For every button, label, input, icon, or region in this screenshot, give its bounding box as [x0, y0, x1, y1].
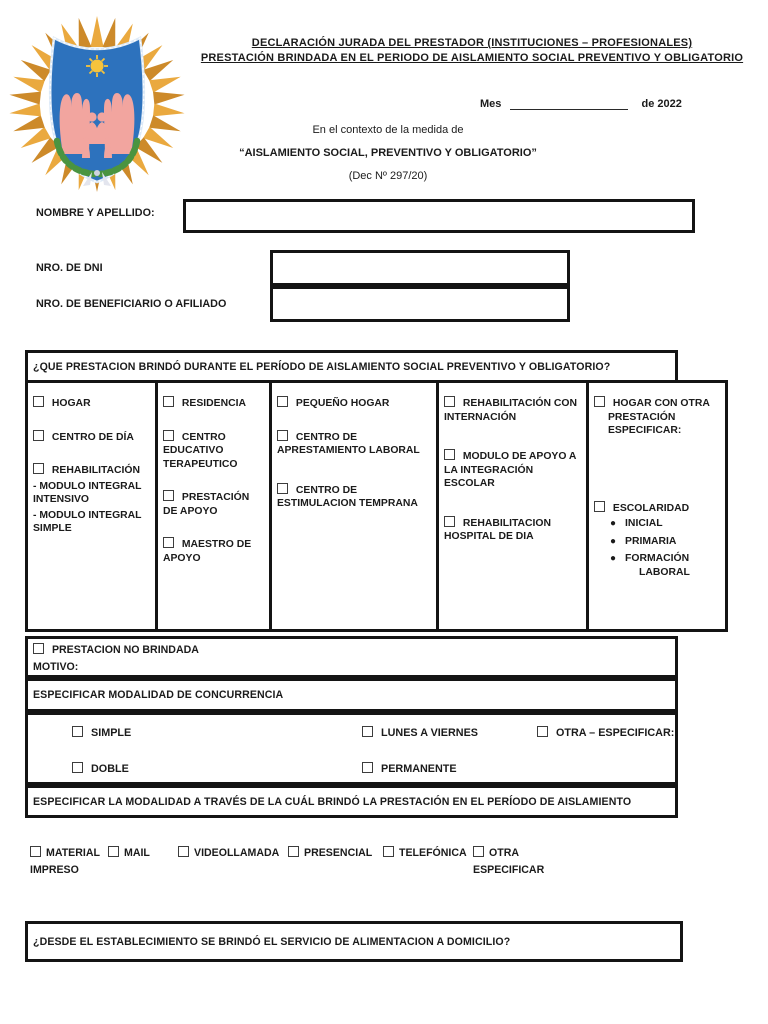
concurrencia-header-box — [25, 678, 678, 712]
coat-of-arms-logo — [6, 4, 188, 202]
checkbox-label: PEQUEÑO HOGAR — [295, 398, 390, 409]
bullet-item — [610, 517, 720, 531]
checkbox-label: CENTRO DE DÍA — [51, 431, 134, 443]
modalidad-header-box — [25, 785, 678, 818]
context-line1: En el contexto de la medida de — [312, 124, 464, 136]
name-input-box[interactable] — [183, 199, 695, 233]
checkbox-item[interactable] — [33, 429, 150, 445]
month-input[interactable] — [510, 97, 628, 110]
beneficiary-label: NRO. DE BENEFICIARIO O AFILIADO — [36, 298, 227, 310]
escolaridad-checkbox[interactable] — [594, 501, 605, 512]
checkbox-item[interactable] — [288, 845, 372, 862]
checkbox-label: SIMPLE — [91, 727, 132, 739]
checkbox-label: PRESENCIAL — [304, 847, 373, 859]
year-label: de 2022 — [641, 98, 682, 110]
checkbox-item[interactable] — [537, 725, 674, 739]
checkbox-item[interactable] — [163, 536, 264, 565]
alimentacion-question: ¿DESDE EL ESTABLECIMIENTO SE BRINDÓ EL SERVICIO DE ALIMENTACION A DOMICILIO? — [33, 935, 511, 948]
dni-label: NRO. DE DNI — [36, 262, 103, 274]
checkbox-label: MAESTRO DE APOYO — [163, 539, 252, 564]
checkbox-label: REHABILITACION HOSPITAL DE DIA — [444, 517, 552, 542]
otra-especificar-checkbox[interactable] — [537, 726, 548, 737]
checkbox-item[interactable] — [473, 845, 563, 879]
telefonica-checkbox[interactable] — [383, 846, 394, 857]
prestacion-column-residencia — [155, 380, 272, 632]
mail-checkbox[interactable] — [108, 846, 119, 857]
checkbox-item[interactable] — [444, 515, 581, 544]
context-line3: (Dec Nº 297/20) — [348, 170, 428, 182]
modulo-apoyo-integracion-checkbox[interactable] — [444, 449, 455, 460]
checkbox-label: REHABILITACIÓN — [51, 465, 141, 476]
month-label: Mes — [480, 98, 502, 110]
aprestamiento-laboral-checkbox[interactable] — [277, 430, 288, 441]
prestacion-column-rehabilitacion — [436, 380, 589, 632]
checkbox-item[interactable] — [33, 395, 150, 411]
name-label: NOMBRE Y APELLIDO: — [36, 207, 155, 219]
estimulacion-temprana-checkbox[interactable] — [277, 483, 288, 494]
maestro-apoyo-checkbox[interactable] — [163, 537, 174, 548]
bullet-label: FORMACIÓN LABORAL — [625, 553, 690, 578]
checkbox-item[interactable] — [108, 845, 150, 862]
bullet-item — [610, 535, 720, 549]
checkbox-item[interactable] — [178, 845, 279, 862]
material-impreso-checkbox[interactable] — [30, 846, 41, 857]
prestacion-column-pequeno-hogar — [269, 380, 439, 632]
centro-educativo-checkbox[interactable] — [163, 430, 174, 441]
checkbox-label: DOBLE — [91, 763, 129, 775]
checkbox-item[interactable] — [383, 845, 467, 862]
month-field-row — [480, 97, 682, 110]
checkbox-label: RESIDENCIA — [181, 398, 246, 409]
presencial-checkbox[interactable] — [288, 846, 299, 857]
modalidad-header: ESPECIFICAR LA MODALIDAD A TRAVÉS DE LA CUÁL BRINDÓ LA PRESTACIÓN EN EL PERÍODO DE AISLAMIENTO — [33, 795, 632, 808]
rehabilitacion-checkbox[interactable] — [33, 463, 44, 474]
modulo-integral-simple-text: - MODULO INTEGRAL SIMPLE — [33, 509, 142, 534]
context-line2: “AISLAMIENTO SOCIAL, PREVENTIVO Y OBLIGATORIO” — [239, 147, 537, 159]
checkbox-item[interactable] — [362, 761, 457, 775]
bullet-icon: ● — [610, 535, 617, 547]
checkbox-label: MODULO DE APOYO A LA INTEGRACIÓN ESCOLAR — [444, 451, 577, 489]
checkbox-label: OTRA – ESPECIFICAR: — [556, 727, 675, 739]
prestacion-table — [25, 380, 728, 632]
checkbox-label: PRESTACION NO BRINDADA — [51, 644, 199, 656]
checkbox-label: MAIL — [124, 847, 150, 859]
form-title-line1: DECLARACIÓN JURADA DEL PRESTADOR (INSTITUCIONES – PROFESIONALES) — [251, 37, 693, 49]
no-brindada-box — [25, 636, 678, 678]
checkbox-label: MATERIAL — [46, 847, 100, 859]
checkbox-item[interactable] — [163, 489, 264, 518]
doble-checkbox[interactable] — [72, 762, 83, 773]
checkbox-label-line2: ESPECIFICAR — [473, 864, 545, 876]
coat-of-arms-icon — [6, 4, 188, 202]
checkbox-label: CENTRO DE APRESTAMIENTO LABORAL — [277, 431, 420, 456]
pequeno-hogar-checkbox[interactable] — [277, 396, 288, 407]
checkbox-label: HOGAR — [51, 398, 91, 409]
checkbox-item[interactable] — [277, 482, 431, 511]
checkbox-label: OTRA — [489, 847, 520, 859]
simple-checkbox[interactable] — [72, 726, 83, 737]
checkbox-item[interactable] — [33, 462, 150, 478]
checkbox-label: TELEFÓNICA — [399, 847, 467, 859]
videollamada-checkbox[interactable] — [178, 846, 189, 857]
otra-modalidad-checkbox[interactable] — [473, 846, 484, 857]
checkbox-item[interactable] — [163, 395, 264, 411]
alimentacion-question-box — [25, 921, 683, 962]
bullet-label: PRIMARIA — [625, 535, 677, 547]
checkbox-item[interactable] — [444, 448, 581, 491]
bullet-icon: ● — [610, 518, 617, 529]
checkbox-label-line2: IMPRESO — [30, 864, 79, 876]
rehab-hospital-dia-checkbox[interactable] — [444, 516, 455, 527]
checkbox-item[interactable] — [362, 725, 478, 739]
form-title-line2: PRESTACIÓN BRINDADA EN EL PERIODO DE AISLAMIENTO SOCIAL PREVENTIVO Y OBLIGATORIO — [200, 52, 744, 64]
permanente-checkbox[interactable] — [362, 762, 373, 773]
checkbox-label: VIDEOLLAMADA — [194, 847, 280, 859]
prestacion-column-hogar — [25, 380, 158, 632]
checkbox-item[interactable] — [33, 642, 675, 659]
checkbox-label: REHABILITACIÓN CON INTERNACIÓN — [444, 398, 577, 423]
checkbox-item[interactable] — [277, 395, 431, 411]
checkbox-item[interactable] — [277, 429, 431, 458]
checkbox-item[interactable] — [30, 845, 102, 879]
hogar-checkbox[interactable] — [33, 396, 44, 407]
form-title — [196, 36, 748, 66]
rehab-internacion-checkbox[interactable] — [444, 396, 455, 407]
lunes-a-viernes-checkbox[interactable] — [362, 726, 373, 737]
bullet-label: INICIAL — [625, 518, 663, 529]
checkbox-item[interactable] — [594, 395, 720, 438]
checkbox-item[interactable] — [444, 395, 581, 424]
prestacion-column-hogar-otra — [586, 380, 728, 632]
concurrencia-header: ESPECIFICAR MODALIDAD DE CONCURRENCIA — [33, 689, 284, 701]
prestacion-no-brindada-checkbox[interactable] — [33, 643, 44, 654]
checkbox-item[interactable] — [163, 429, 264, 472]
modulo-integral-intensivo-text: - MODULO INTEGRAL INTENSIVO — [33, 480, 142, 505]
checkbox-item[interactable] — [72, 761, 129, 775]
centro-de-dia-checkbox[interactable] — [33, 430, 44, 441]
dni-input-box[interactable] — [270, 250, 570, 286]
residencia-checkbox[interactable] — [163, 396, 174, 407]
concurrencia-options-box — [25, 712, 678, 785]
checkbox-label: HOGAR CON OTRA PRESTACIÓN ESPECIFICAR: — [608, 398, 710, 436]
context-block — [190, 119, 586, 188]
prestacion-apoyo-checkbox[interactable] — [163, 490, 174, 501]
checkbox-label: LUNES A VIERNES — [381, 727, 478, 739]
checkbox-label: PERMANENTE — [381, 763, 457, 775]
checkbox-label: CENTRO EDUCATIVO TERAPEUTICO — [163, 431, 238, 470]
bullet-icon: ● — [610, 553, 617, 564]
hogar-otra-prestacion-checkbox[interactable] — [594, 396, 605, 407]
prestacion-question-box — [25, 350, 678, 383]
bullet-item — [610, 552, 720, 579]
checkbox-item[interactable] — [594, 500, 720, 516]
motivo-label: MOTIVO: — [33, 661, 79, 673]
checkbox-label: PRESTACIÓN DE APOYO — [163, 492, 250, 517]
checkbox-label: CENTRO DE ESTIMULACION TEMPRANA — [277, 484, 418, 509]
beneficiary-input-box[interactable] — [270, 286, 570, 322]
checkbox-label: ESCOLARIDAD — [612, 502, 690, 514]
checkbox-item[interactable] — [72, 725, 131, 739]
prestacion-question: ¿QUE PRESTACION BRINDÓ DURANTE EL PERÍODO DE AISLAMIENTO SOCIAL PREVENTIVO Y OBLIGATORIO? — [33, 360, 611, 373]
